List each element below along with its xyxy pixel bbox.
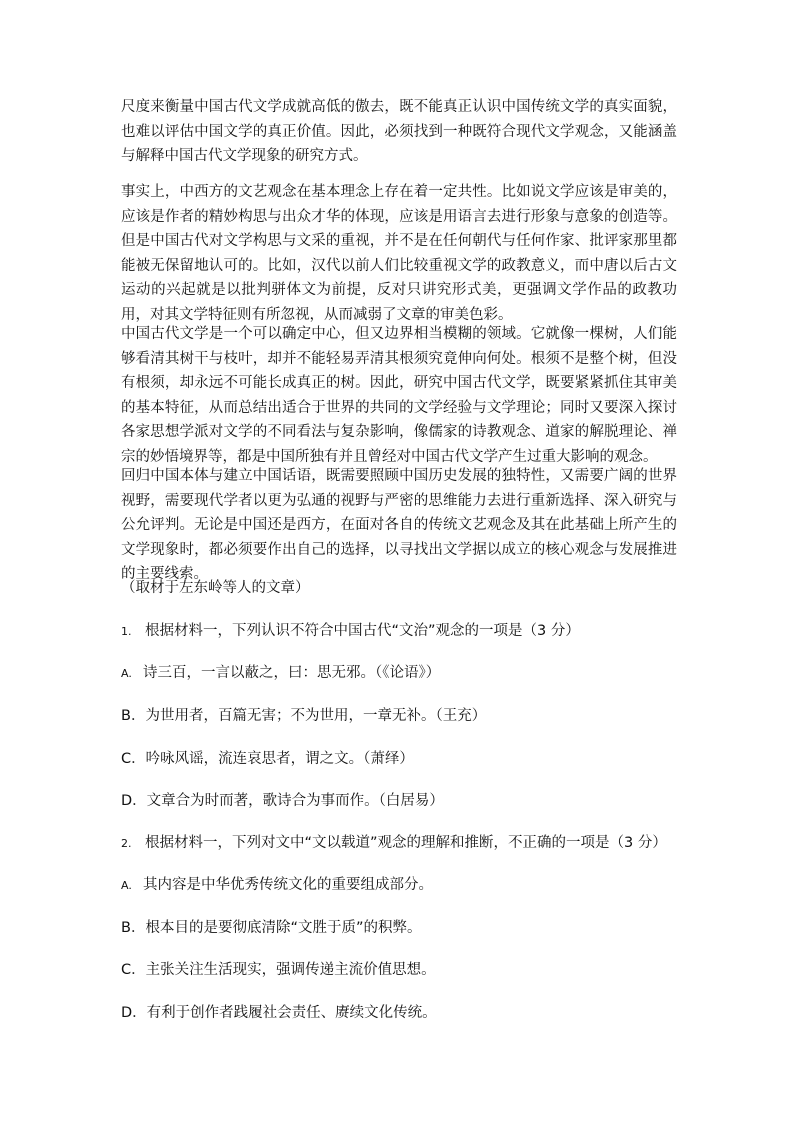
option-text: 其内容是中华优秀传统文化的重要组成部分。 <box>143 877 433 893</box>
paragraph-2: 事实上，中西方的文艺观念在基本理念上存在着一定共性。比如说文学应该是审美的，应该是作者的精妙构思与出众才华的体现，应该是用语言去进行形象与意象的创造等。但是中国古代对文学构思与文采的重视，并不是在任何朝代与任何作家、批评家那里都能被无保留地认可的。比如，汉代以前人们比较重视文学的政教意义，而中唐以后古文运动的兴起就是以批判骈体文为前提，反对只讲究形式美，更强调文学作品的政教功用，对其文学特征则有所忽视，从而减弱了文章的审美色彩。 <box>121 184 677 323</box>
question-1-option-c <box>121 749 681 769</box>
question-2-option-d <box>121 1003 681 1023</box>
option-label: D． <box>121 1005 147 1021</box>
option-text: 文章合为时而著，歌诗合为事而作。（白居易） <box>146 793 444 809</box>
option-label: D． <box>121 793 147 809</box>
paragraph-3: 中国古代文学是一个可以确定中心，但又边界相当模糊的领域。它就像一棵树，人们能够看清其树干与枝叶，却并不能轻易弄清其根须究竟伸向何处。根须不是整个树，但没有根须，却永远不可能长成真正的树。因此，研究中国古代文学，既要紧紧抓住其审美的基本特征，从而总结出适合于世界的共同的文学经验与文学理论；同时又要深入探讨各家思想学派对文学的不同看法与复杂影响，像儒家的诗教观念、道家的解脱理论、禅宗的妙悟境界等，都是中国所独有并且曾经对中国古代文学产生过重大影响的观念。 <box>121 326 677 465</box>
question-1-option-d <box>121 791 681 811</box>
option-text: 主张关注生活现实，强调传递主流价值思想。 <box>145 962 436 978</box>
question-1-stem <box>121 621 681 642</box>
question-2-number: 2. <box>121 837 132 850</box>
option-label: B． <box>121 920 146 936</box>
question-1-option-b <box>121 706 681 726</box>
paragraph-1: 尺度来衡量中国古代文学成就高低的傲去，既不能真正认识中国传统文学的真实面貌，也难以评估中国文学的真正价值。因此，必须找到一种既符合现代文学观念，又能涵盖与解释中国古代文学现象的研究方式。 <box>121 99 677 165</box>
source-note: （取材于左东岭等人的文章） <box>121 580 310 596</box>
question-2-text: 根据材料一，下列对文中“文以载道”观念的理解和推断，不正确的一项是（3 分） <box>145 835 667 851</box>
question-1-text: 根据材料一，下列认识不符合中国古代“文治”观念的一项是（3 分） <box>145 623 580 639</box>
option-label: A. <box>121 879 132 892</box>
option-label: C． <box>121 962 146 978</box>
paragraph-4: 回归中国本体与建立中国话语，既需要照顾中国历史发展的独特性，又需要广阔的世界视野，需要现代学者以更为弘通的视野与严密的思维能力去进行重新选择、深入研究与公允评判。无论是中国还是西方，在面对各自的传统文艺观念及其在此基础上所产生的文学现象时，都必须要作出自己的选择，以寻找出文学据以成立的核心观念与发展推进的主要线索。 <box>121 468 677 583</box>
question-2-option-b <box>121 918 681 938</box>
option-text: 吟咏风谣，流连哀思者，谓之文。（萧绎） <box>145 751 414 767</box>
option-label: A. <box>121 667 132 680</box>
question-2-option-c <box>121 960 681 980</box>
option-text: 根本目的是要彻底清除“文胜于质”的积弊。 <box>145 920 422 936</box>
option-label: B． <box>121 708 146 724</box>
option-label: C． <box>121 751 146 767</box>
option-text: 为世用者，百篇无害；不为世用，一章无补。（王充） <box>145 708 487 724</box>
question-1-number: 1. <box>121 625 132 638</box>
option-text: 有利于创作者践履社会责任、赓续文化传统。 <box>146 1005 437 1021</box>
option-text: 诗三百，一言以蔽之，曰：思无邪。（《论语》） <box>143 665 441 681</box>
question-2-option-a <box>121 875 681 896</box>
question-2-stem <box>121 833 681 854</box>
question-1-option-a <box>121 663 681 684</box>
